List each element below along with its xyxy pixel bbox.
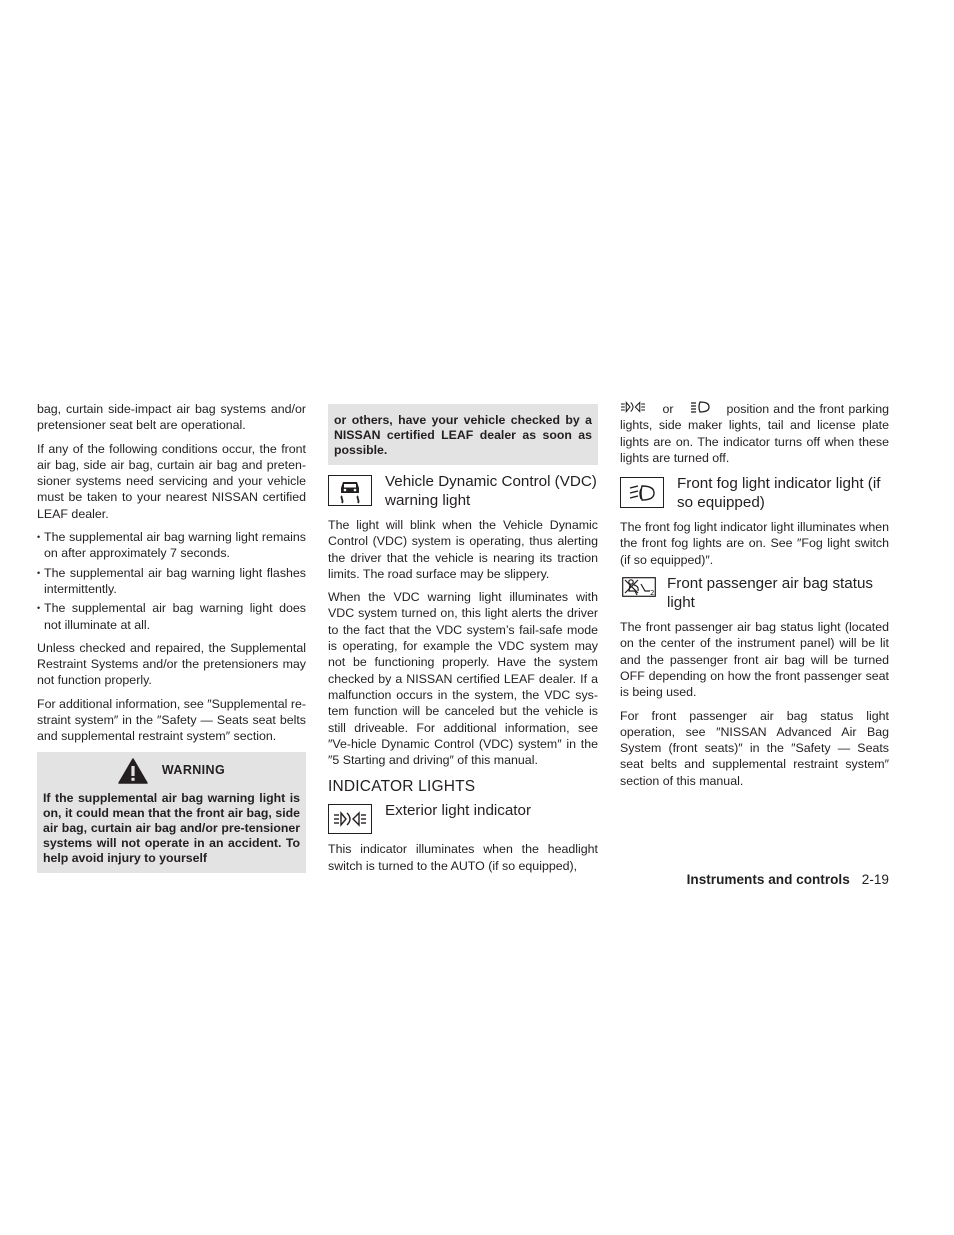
paragraph: For additional information, see ″Supplemental re-straint system″ in the ″Safety — Seats seat belts and supplemental restraint system″ section. [37,696,306,744]
passenger-title: Front passenger air bag status light [667,575,873,611]
paragraph-rest: position and the front parking lights, side maker lights, tail and license plate lights are on. The indicator turns off when these lights are turned off. [620,402,889,465]
page-number: 2-19 [861,872,889,887]
passenger-airbag-off-icon [622,577,656,597]
headlight-beam-icon [690,401,710,413]
fog-title: Front fog light indicator light (if so equipped) [677,475,881,511]
paragraph: If any of the following conditions occur, the front air bag, side air bag, curtain air bag and preten-sioner systems need servicing and your vehicle must be taken to your nearest NISSAN certified LEAF dealer. [37,441,306,521]
warning-box [37,752,306,873]
paragraph: For front passenger air bag status light operation, see ″NISSAN Advanced Air Bag System (front seats)″ in the ″Safety — Seats seat belts and supplemental restraint system″ section of this manual. [620,708,889,788]
fog-heading [620,475,889,512]
headlight-inline-icon-group [620,401,646,413]
vdc-title: Vehicle Dynamic Control (VDC) warning light [385,473,597,509]
passenger-heading [620,575,889,612]
paragraph [620,401,889,466]
paragraph: The front fog light indicator light illuminates when the front fog lights are on. See ″Fog light switch (if so equipped)″. [620,520,889,567]
paragraph: Unless checked and repaired, the Supplemental Restraint Systems and/or the pretensioners may not function properly. [37,640,306,688]
paragraph: The light will blink when the Vehicle Dynamic Control (VDC) system is operating, thus alerting the driver that the vehicle is nearing its traction limits. The road surface may be slippery. [328,518,598,581]
warning-body: If the supplemental air bag warning light is on, it could mean that the front air bag, side air bag, curtain air bag and/or pre-tensioner systems will not operate in an accident. To help avoid injury to yourself [43,790,300,865]
paragraph: This indicator illuminates when the headlight switch is turned to the AUTO (if so equipped), [328,842,598,873]
column-right [620,401,889,796]
fog-light-icon [628,483,656,503]
fog-icon-box [620,477,664,508]
vdc-skid-car-icon [337,478,363,504]
warning-continuation-box: or others, have your vehicle checked by a NISSAN certified LEAF dealer as soon as possible. [328,404,598,465]
column-middle [328,404,598,881]
warning-title [43,758,300,784]
exterior-title: Exterior light indicator [385,802,532,820]
exterior-icon-box [328,804,372,834]
vdc-heading [328,473,598,510]
headlight-switch-icon [620,401,646,413]
indicator-lights-heading: INDICATOR LIGHTS [328,778,476,796]
column-left [37,401,306,873]
footer-section: Instruments and controls [686,872,850,887]
page-footer [687,872,889,887]
or-text: or [662,402,674,416]
list-item: • The supplemental air bag warning light remains on after approximately 7 seconds. [37,529,306,562]
paragraph: When the VDC warning light illuminates with VDC system turned on, this light alerts the driver to the fact that the VDC system’s fail-safe mode is operating, for example the VDC system may not be functioning properly. Have the system checked by a NISSAN certified LEAF dealer. If a malfunction occurs in the system, the VDC sys-tem function will be canceled but the vehicle is still driveable. For additional information, see ″Ve-hicle Dynamic Control (VDC) system″ in the ″5 Starting and driving″ of this manual. [328,590,598,768]
exterior-light-icon [333,811,367,827]
exterior-heading [328,802,598,834]
passenger-icon-box [622,577,658,599]
list-item: • The supplemental air bag warning light does not illuminate at all. [37,600,306,633]
paragraph: The front passenger air bag status light (located on the center of the instrument panel) will be lit and the passenger front air bag will be turned OFF depending on how the front passenger seat is being used. [620,620,889,700]
bullet-list [37,529,306,633]
warning-title-text: WARNING [161,763,226,778]
svg-text:2: 2 [650,589,655,598]
warning-triangle-icon [118,758,148,784]
vdc-icon-box [328,475,372,506]
paragraph: bag, curtain side-impact air bag systems and/or pretensioner seat belt are operational. [37,402,306,433]
list-item: • The supplemental air bag warning light flashes intermittently. [37,565,306,598]
